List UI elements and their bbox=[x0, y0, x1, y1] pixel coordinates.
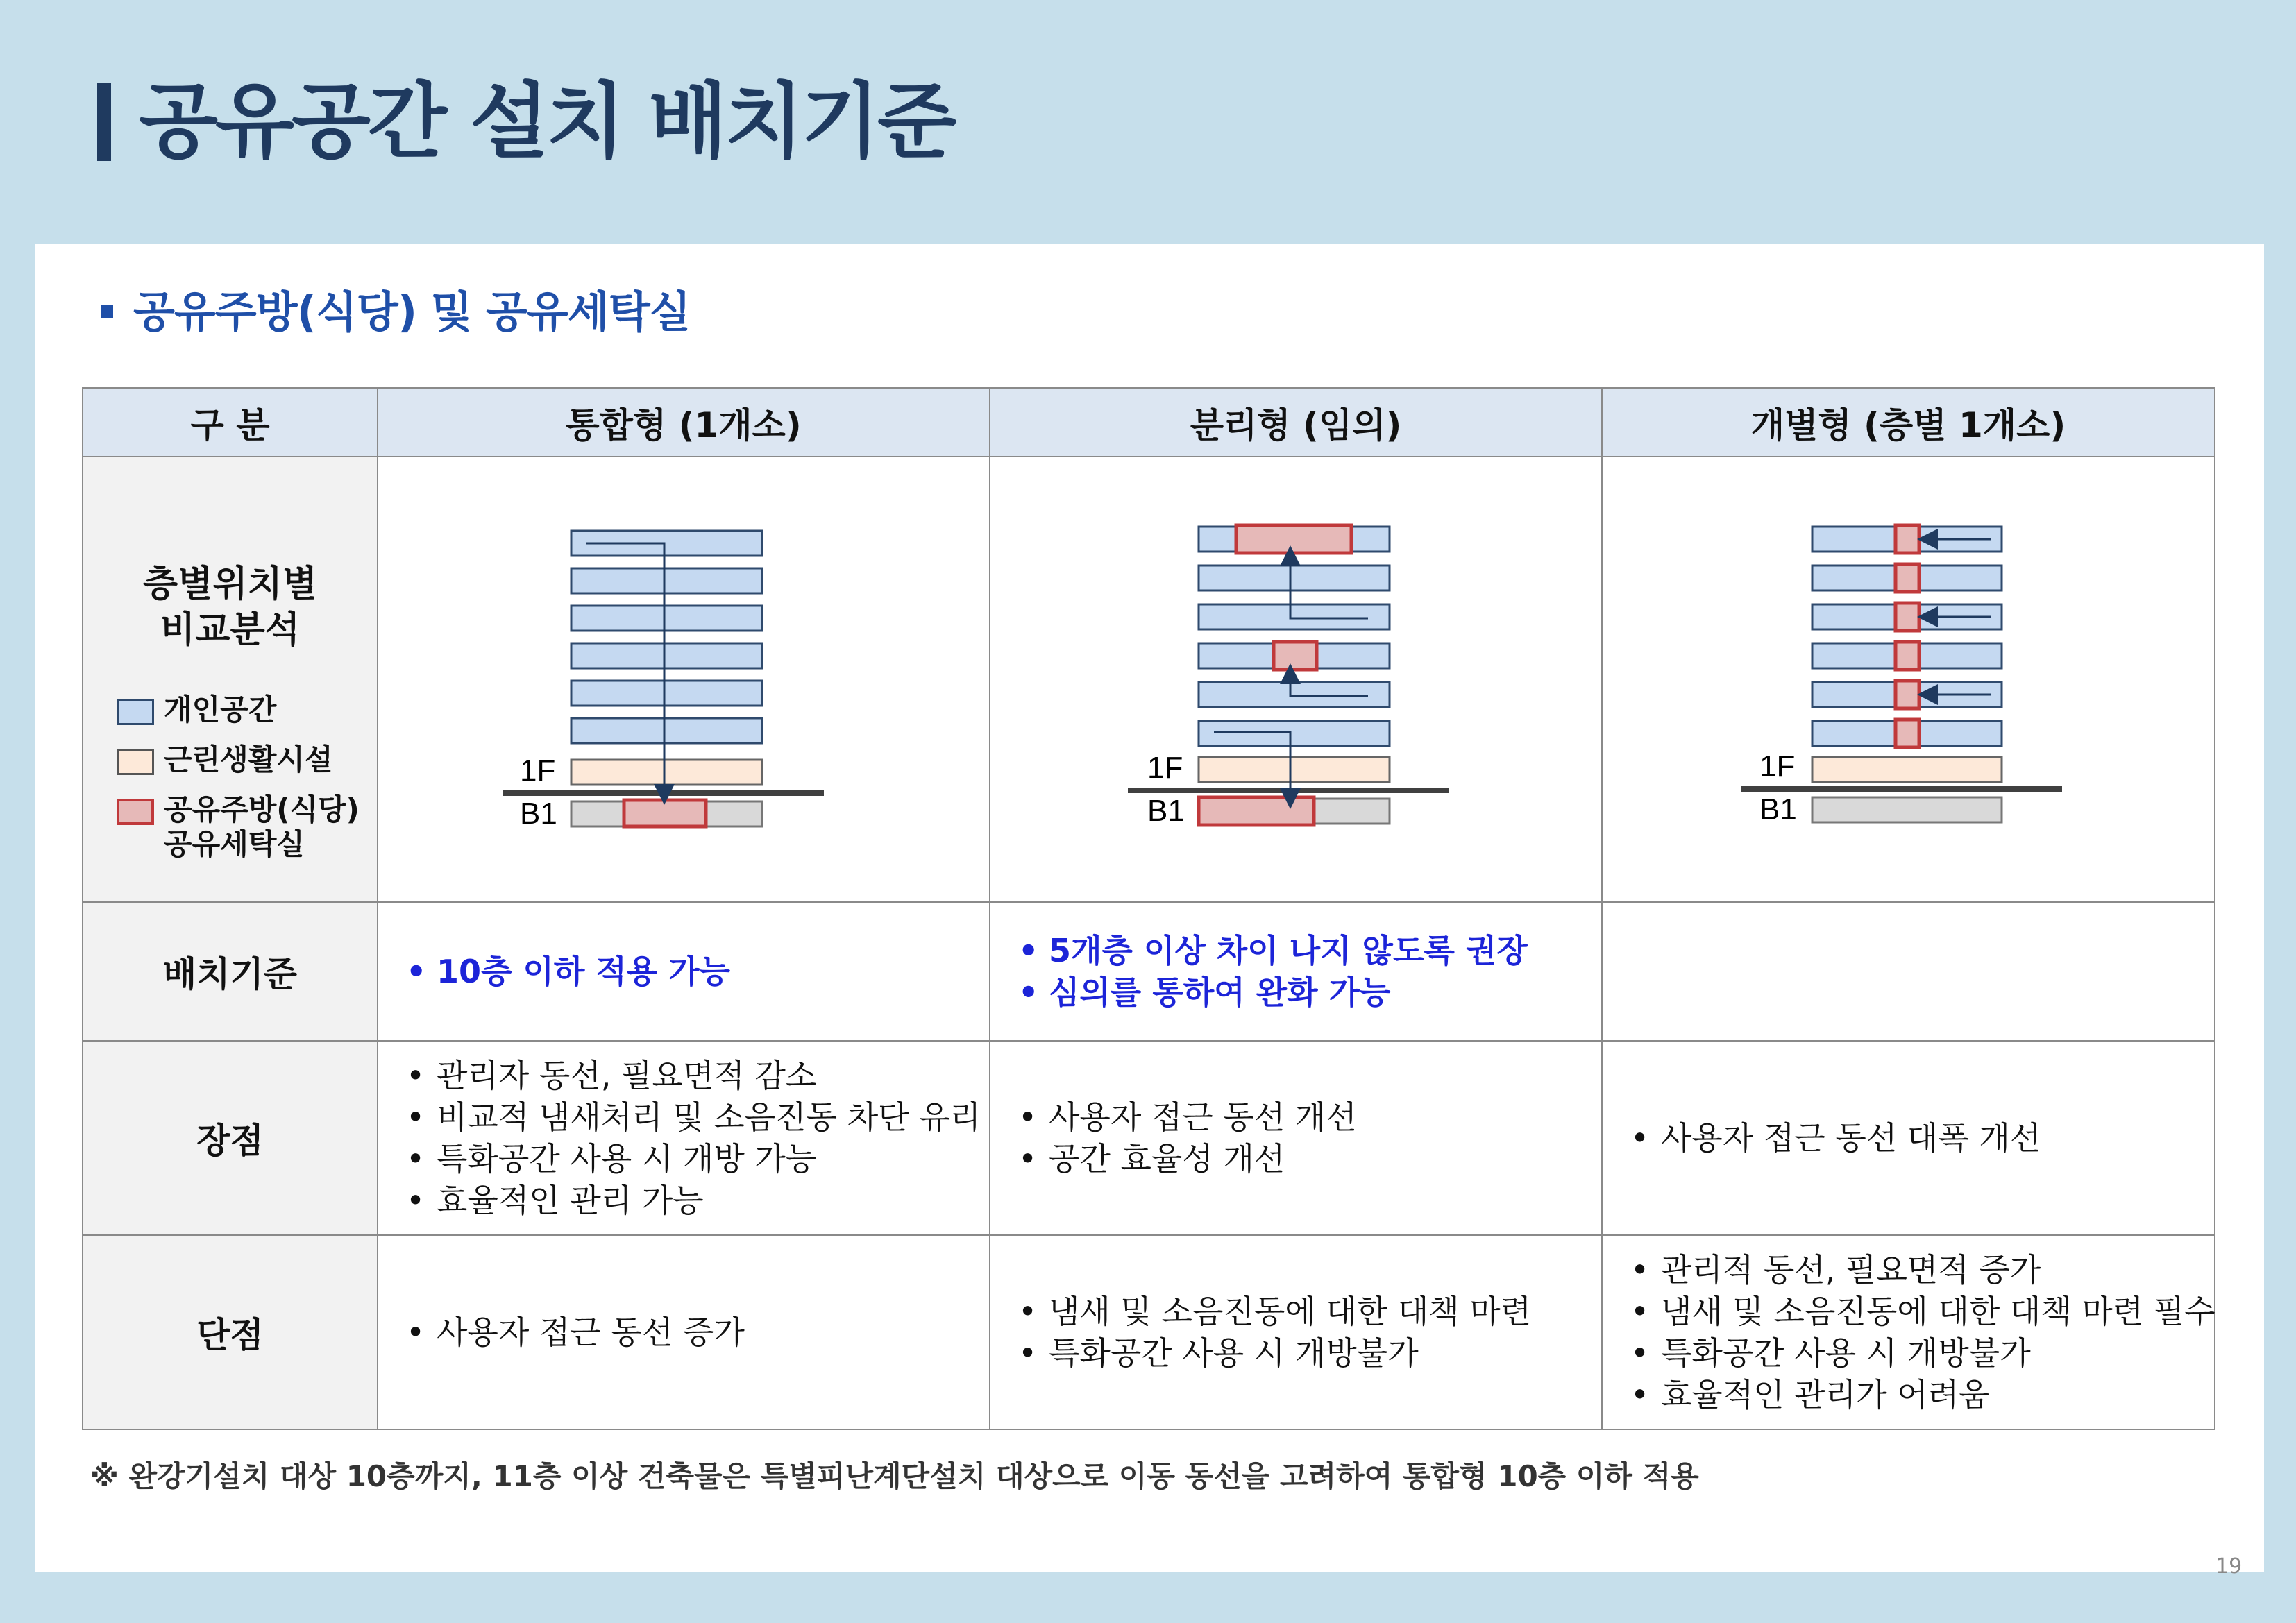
shared-space-block bbox=[1896, 603, 1919, 631]
diagram-row-head bbox=[83, 457, 378, 902]
legend bbox=[83, 457, 377, 901]
shared-space-block bbox=[1274, 642, 1317, 670]
floor-block bbox=[571, 568, 762, 593]
legend-swatch-shared bbox=[117, 799, 154, 825]
bullet-item: • 냄새 및 소음진동에 대한 대책 마련 필수 bbox=[1630, 1291, 2214, 1332]
pros-separated-list bbox=[990, 1096, 1601, 1180]
bullet-item: • 공간 효율성 개선 bbox=[1018, 1138, 1601, 1180]
criteria-separated bbox=[990, 902, 1602, 1041]
retail-block bbox=[1812, 757, 2002, 782]
diagram-row-label-line2: 비교분석 bbox=[160, 609, 300, 651]
bullet-item: • 관리자 동선, 필요면적 감소 bbox=[406, 1055, 989, 1096]
bullet-item: • 특화공간 사용 시 개방불가 bbox=[1630, 1332, 2214, 1374]
diagram-individual-svg bbox=[1603, 457, 2213, 901]
table-header-row bbox=[83, 388, 2215, 457]
header-category: 구 분 bbox=[83, 388, 378, 457]
legend-label-retail: 근린생활시설 bbox=[164, 742, 333, 776]
page-title: 공유공간 설치 배치기준 bbox=[139, 74, 954, 169]
floor-label-b1: B1 bbox=[1759, 792, 1797, 826]
shared-space-block bbox=[1236, 525, 1351, 553]
cons-separated bbox=[990, 1235, 1602, 1429]
cons-separated-list bbox=[990, 1291, 1601, 1374]
bullet-item: • 비교적 냄새처리 및 소음진동 차단 유리 bbox=[406, 1096, 989, 1138]
criteria-individual bbox=[1602, 902, 2215, 1041]
legend-label-shared: 공유주방(식당) bbox=[164, 792, 360, 826]
legend-item-shared-line2 bbox=[164, 828, 305, 861]
shared-space-block bbox=[1896, 525, 1919, 553]
diagram-integrated-svg bbox=[378, 457, 989, 901]
basement-block bbox=[1812, 797, 2002, 822]
pros-integrated-list bbox=[378, 1055, 989, 1221]
diagram-row-label-line1: 층별위치별 bbox=[142, 563, 318, 605]
bullet-item: • 사용자 접근 동선 개선 bbox=[1018, 1096, 1601, 1138]
bullet-item: • 사용자 접근 동선 증가 bbox=[406, 1311, 989, 1353]
bullet-item: • 5개층 이상 차이 나지 않도록 권장 bbox=[1018, 930, 1601, 971]
criteria-integrated bbox=[378, 902, 990, 1041]
bullet-item: • 특화공간 사용 시 개방 가능 bbox=[406, 1138, 989, 1180]
retail-block bbox=[571, 760, 762, 785]
cons-integrated bbox=[378, 1235, 990, 1429]
bullet-item: • 냄새 및 소음진동에 대한 대책 마련 bbox=[1018, 1291, 1601, 1332]
shared-space-block bbox=[1896, 642, 1919, 670]
legend-item-shared bbox=[117, 793, 360, 826]
header-separated: 분리형 (임의) bbox=[990, 388, 1602, 457]
floor-block bbox=[1199, 721, 1390, 746]
pros-row-head: 장점 bbox=[83, 1041, 378, 1235]
shared-space-block bbox=[1896, 720, 1919, 747]
diagram-integrated bbox=[378, 457, 990, 902]
bullet-item: • 사용자 접근 동선 대폭 개선 bbox=[1630, 1117, 2214, 1159]
legend-item-retail bbox=[117, 743, 332, 776]
floor-label-1f: 1F bbox=[1759, 749, 1796, 783]
criteria-row-head: 배치기준 bbox=[83, 902, 378, 1041]
legend-swatch-private bbox=[117, 699, 154, 725]
shared-space-block bbox=[624, 800, 706, 826]
cons-individual bbox=[1602, 1235, 2215, 1429]
criteria-row bbox=[83, 902, 2215, 1041]
retail-block bbox=[1199, 757, 1390, 782]
legend-label-shared-line2: 공유세탁실 bbox=[164, 827, 305, 861]
floor-block bbox=[571, 606, 762, 631]
diagram-row-label bbox=[83, 561, 377, 653]
floor-block bbox=[571, 643, 762, 668]
shared-space-block bbox=[1896, 564, 1919, 592]
bullet-item: • 관리적 동선, 필요면적 증가 bbox=[1630, 1249, 2214, 1291]
legend-swatch-retail bbox=[117, 749, 154, 775]
bullet-item: • 효율적인 관리가 어려움 bbox=[1630, 1374, 2214, 1416]
floor-label-b1: B1 bbox=[1147, 794, 1185, 828]
comparison-table bbox=[82, 387, 2215, 1430]
cons-integrated-list bbox=[378, 1311, 989, 1353]
diagram-separated-svg bbox=[990, 457, 1601, 901]
pros-individual bbox=[1602, 1041, 2215, 1235]
diagram-row bbox=[83, 457, 2215, 902]
shared-space-block bbox=[1896, 681, 1919, 708]
floor-block bbox=[571, 718, 762, 743]
cons-row bbox=[83, 1235, 2215, 1429]
floor-block bbox=[1199, 682, 1390, 707]
cons-row-head: 단점 bbox=[83, 1235, 378, 1429]
floor-block bbox=[571, 681, 762, 706]
bullet-item: • 특화공간 사용 시 개방불가 bbox=[1018, 1332, 1601, 1374]
floor-label-1f: 1F bbox=[520, 754, 556, 788]
header-individual: 개별형 (층별 1개소) bbox=[1602, 388, 2215, 457]
criteria-integrated-list bbox=[378, 951, 989, 992]
pros-row bbox=[83, 1041, 2215, 1235]
pros-separated bbox=[990, 1041, 1602, 1235]
header-integrated: 통합형 (1개소) bbox=[378, 388, 990, 457]
pros-individual-list bbox=[1603, 1117, 2214, 1159]
legend-label-private: 개인공간 bbox=[164, 692, 277, 726]
bullet-item: • 효율적인 관리 가능 bbox=[406, 1180, 989, 1221]
floor-block bbox=[1199, 604, 1390, 629]
section-bullet-icon bbox=[101, 305, 113, 318]
section-title: 공유주방(식당) 및 공유세탁실 bbox=[133, 287, 691, 337]
criteria-separated-list bbox=[990, 930, 1601, 1013]
floor-block bbox=[1199, 566, 1390, 590]
title-accent-bar bbox=[97, 83, 111, 161]
bullet-item: • 10층 이하 적용 가능 bbox=[406, 951, 989, 992]
legend-item-private bbox=[117, 693, 276, 726]
shared-space-block bbox=[1199, 797, 1314, 825]
bullet-item: • 심의를 통하여 완화 가능 bbox=[1018, 971, 1601, 1013]
diagram-separated bbox=[990, 457, 1602, 902]
pros-integrated bbox=[378, 1041, 990, 1235]
footnote: ※ 완강기설치 대상 10층까지, 11층 이상 건축물은 특별피난계단설치 대상으로 이동 동선을 고려하여 통합형 10층 이하 적용 bbox=[90, 1459, 1699, 1493]
cons-individual-list bbox=[1603, 1249, 2214, 1416]
page-number: 19 bbox=[2215, 1554, 2243, 1579]
floor-label-b1: B1 bbox=[520, 797, 557, 831]
floor-label-1f: 1F bbox=[1147, 751, 1183, 785]
diagram-individual bbox=[1602, 457, 2215, 902]
